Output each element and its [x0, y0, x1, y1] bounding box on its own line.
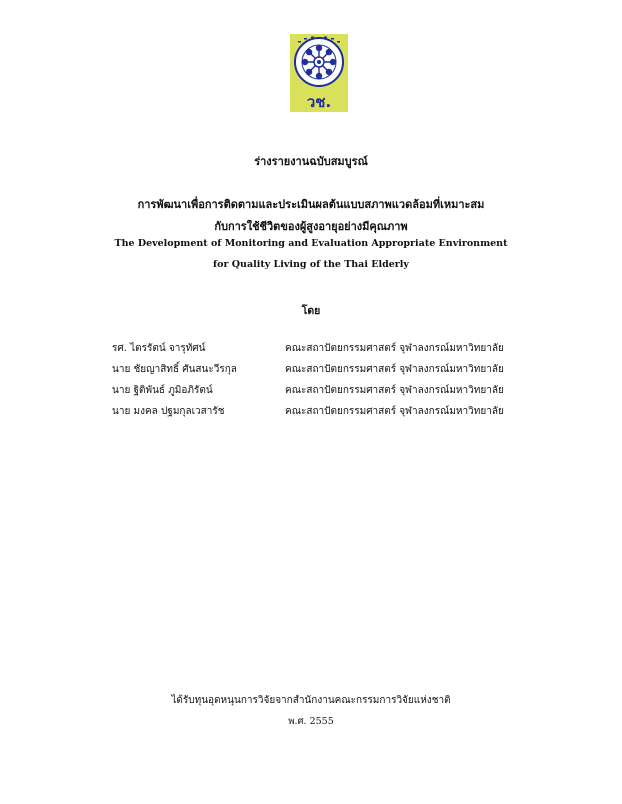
- author-name: รศ. ไตรรัตน์ จารุทัศน์: [112, 343, 206, 354]
- author-name: นาย ชัยญาสิทธิ์ ศันสนะวีรกุล: [112, 364, 237, 375]
- title-en-line1: The Development of Monitoring and Evaluation Appropriate Environment: [114, 238, 508, 249]
- author-row: [112, 383, 532, 404]
- author-name: นาย มงคล ปฐมกุลเวสารัช: [112, 406, 225, 417]
- author-row: [112, 404, 532, 425]
- author-affiliation: คณะสถาปัตยกรรมศาสตร์ จุฬาลงกรณ์มหาวิทยาลัย: [285, 343, 504, 354]
- title-en-line2: for Quality Living of the Thai Elderly: [213, 259, 409, 270]
- title-th-line1: การพัฒนาเพื่อการติดตามและประเมินผลต้นแบบสภาพแวดล้อมที่เหมาะสม: [137, 198, 485, 211]
- author-row: [112, 341, 532, 362]
- author-name: นาย ฐิติพันธ์ ภูมิอภิรัตน์: [112, 385, 213, 396]
- report-year: พ.ศ. 2555: [288, 716, 334, 727]
- funding-statement: ได้รับทุนอุดหนุนการวิจัยจากสำนักงานคณะกรรมการวิจัยแห่งชาติ: [171, 695, 451, 706]
- author-list: [112, 341, 532, 425]
- logo-text: วช.: [306, 93, 332, 111]
- title-th-line2: กับการใช้ชีวิตของผู้สูงอายุอย่างมีคุณภาพ: [214, 220, 408, 233]
- author-affiliation: คณะสถาปัตยกรรมศาสตร์ จุฬาลงกรณ์มหาวิทยาลัย: [285, 406, 504, 417]
- author-affiliation: คณะสถาปัตยกรรมศาสตร์ จุฬาลงกรณ์มหาวิทยาลัย: [285, 364, 504, 375]
- by-label: โดย: [301, 305, 321, 317]
- nrct-logo: [290, 34, 348, 112]
- author-row: [112, 362, 532, 383]
- emblem-wheel-icon: [290, 34, 348, 92]
- author-affiliation: คณะสถาปัตยกรรมศาสตร์ จุฬาลงกรณ์มหาวิทยาลัย: [285, 385, 504, 396]
- draft-label: ร่างรายงานฉบับสมบูรณ์: [254, 155, 368, 168]
